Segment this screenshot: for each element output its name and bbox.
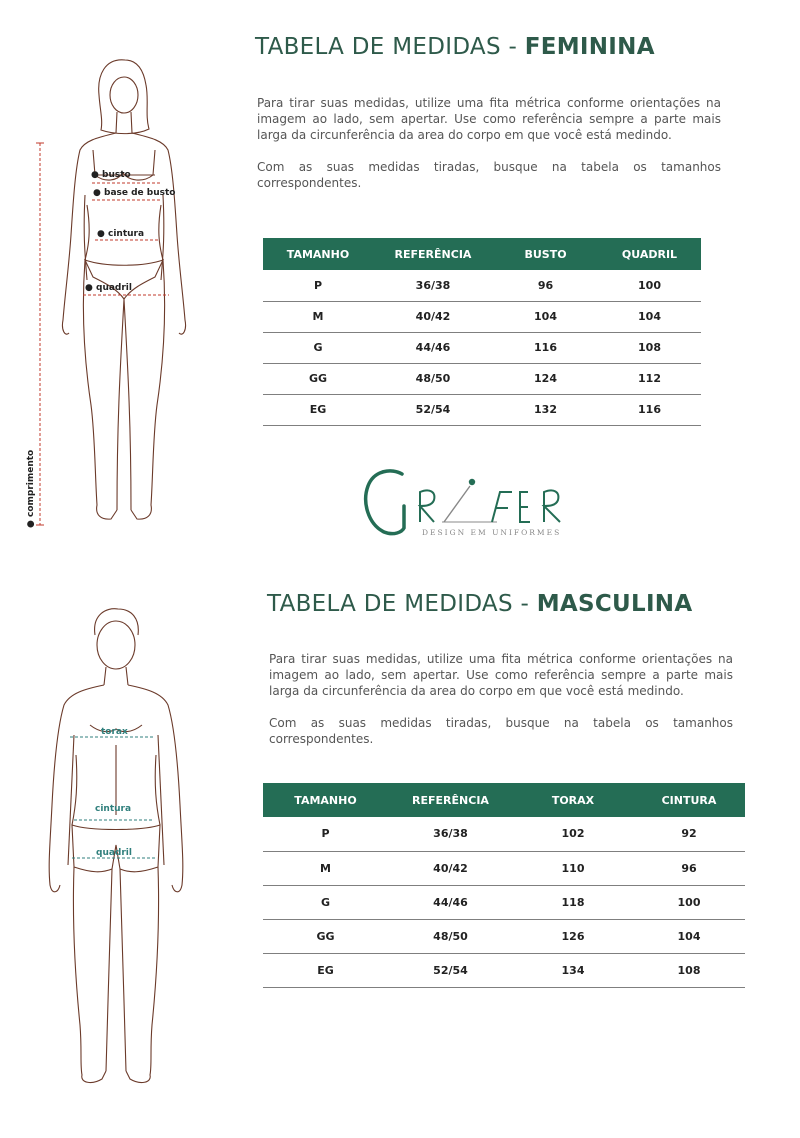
cell-busto: 116: [493, 332, 598, 363]
table-row: [263, 885, 745, 919]
cell-quadril: 116: [598, 394, 701, 425]
cell-tamanho: EG: [263, 394, 373, 425]
brand-logo: [362, 462, 582, 542]
cell-cintura: 96: [633, 851, 745, 885]
cell-cintura: 100: [633, 885, 745, 919]
table-row: [263, 301, 701, 332]
table-row: [263, 363, 701, 394]
male-title-main: TABELA DE MEDIDAS -: [267, 591, 537, 617]
cell-busto: 96: [493, 270, 598, 301]
cell-cintura: 92: [633, 817, 745, 851]
female-title-bold: FEMININA: [524, 34, 655, 60]
cell-cintura: 104: [633, 919, 745, 953]
cell-tamanho: G: [263, 885, 388, 919]
label-base-busto-text: base de busto: [104, 188, 176, 198]
table-row: [263, 851, 745, 885]
male-paragraph-1: Para tirar suas medidas, utilize uma fita métrica conforme orientações na imagem ao lado, sem apertar. Use como referência sempre a parte mais larga da circunferência da area do corpo em que você está medindo.: [269, 652, 733, 698]
cell-referencia: 40/42: [373, 301, 493, 332]
female-table-header-row: [263, 238, 701, 270]
male-header-tamanho: TAMANHO: [263, 783, 388, 817]
cell-tamanho: GG: [263, 919, 388, 953]
cell-cintura: 108: [633, 953, 745, 987]
cell-torax: 126: [513, 919, 633, 953]
logo-subtitle: DESIGN EM UNIFORMES: [422, 528, 562, 537]
cell-torax: 110: [513, 851, 633, 885]
cell-referencia: 48/50: [388, 919, 513, 953]
table-row: [263, 394, 701, 425]
female-size-table: [263, 238, 701, 426]
label-quadril-text: quadril: [96, 283, 132, 293]
male-header-torax: TORAX: [513, 783, 633, 817]
cell-tamanho: P: [263, 817, 388, 851]
table-row: [263, 953, 745, 987]
female-header-tamanho: TAMANHO: [263, 238, 373, 270]
male-title-bold: MASCULINA: [536, 591, 693, 617]
cell-referencia: 48/50: [373, 363, 493, 394]
cell-referencia: 36/38: [388, 817, 513, 851]
cell-tamanho: GG: [263, 363, 373, 394]
label-cintura-text: cintura: [108, 229, 145, 239]
label-comprimento-text: comprimento: [26, 449, 36, 517]
table-row: [263, 270, 701, 301]
cell-quadril: 100: [598, 270, 701, 301]
label-quadril-m: quadril: [96, 848, 132, 858]
male-paragraph-2: Com as suas medidas tiradas, busque na tabela os tamanhos correspondentes.: [269, 716, 733, 746]
cell-referencia: 44/46: [373, 332, 493, 363]
label-busto-text: busto: [102, 170, 131, 180]
female-title-main: TABELA DE MEDIDAS -: [255, 34, 525, 60]
cell-torax: 134: [513, 953, 633, 987]
cell-referencia: 36/38: [373, 270, 493, 301]
cell-torax: 102: [513, 817, 633, 851]
female-header-busto: BUSTO: [493, 238, 598, 270]
female-instructions: [257, 95, 721, 207]
male-table-header-row: [263, 783, 745, 817]
cell-quadril: 104: [598, 301, 701, 332]
cell-referencia: 44/46: [388, 885, 513, 919]
cell-tamanho: P: [263, 270, 373, 301]
cell-tamanho: M: [263, 301, 373, 332]
male-instructions: [269, 651, 733, 763]
male-size-table: [263, 783, 745, 988]
female-header-quadril: QUADRIL: [598, 238, 701, 270]
cell-busto: 124: [493, 363, 598, 394]
table-row: [263, 332, 701, 363]
cell-tamanho: M: [263, 851, 388, 885]
male-title: [267, 591, 692, 617]
female-paragraph-1: Para tirar suas medidas, utilize uma fita métrica conforme orientações na imagem ao lado, sem apertar. Use como referência sempre a parte mais larga da circunferência da area do corpo em que você está medindo.: [257, 96, 721, 142]
cell-busto: 104: [493, 301, 598, 332]
label-comprimento: ● comprimento: [26, 449, 36, 528]
label-cintura-m: cintura: [95, 804, 132, 814]
female-title: [255, 34, 655, 60]
label-base-busto: ● base de busto: [93, 188, 176, 198]
female-paragraph-2: Com as suas medidas tiradas, busque na tabela os tamanhos correspondentes.: [257, 160, 721, 190]
cell-referencia: 52/54: [373, 394, 493, 425]
cell-referencia: 52/54: [388, 953, 513, 987]
cell-torax: 118: [513, 885, 633, 919]
table-row: [263, 919, 745, 953]
female-header-referencia: REFERÊNCIA: [373, 238, 493, 270]
cell-tamanho: G: [263, 332, 373, 363]
female-body-figure: [25, 55, 205, 535]
table-row: [263, 817, 745, 851]
label-cintura: ● cintura: [97, 229, 145, 239]
cell-busto: 132: [493, 394, 598, 425]
male-header-referencia: REFERÊNCIA: [388, 783, 513, 817]
label-torax: torax: [101, 727, 128, 737]
cell-referencia: 40/42: [388, 851, 513, 885]
label-busto: ● busto: [91, 170, 131, 180]
cell-quadril: 112: [598, 363, 701, 394]
cell-quadril: 108: [598, 332, 701, 363]
cell-tamanho: EG: [263, 953, 388, 987]
label-quadril: ● quadril: [85, 283, 132, 293]
male-header-cintura: CINTURA: [633, 783, 745, 817]
